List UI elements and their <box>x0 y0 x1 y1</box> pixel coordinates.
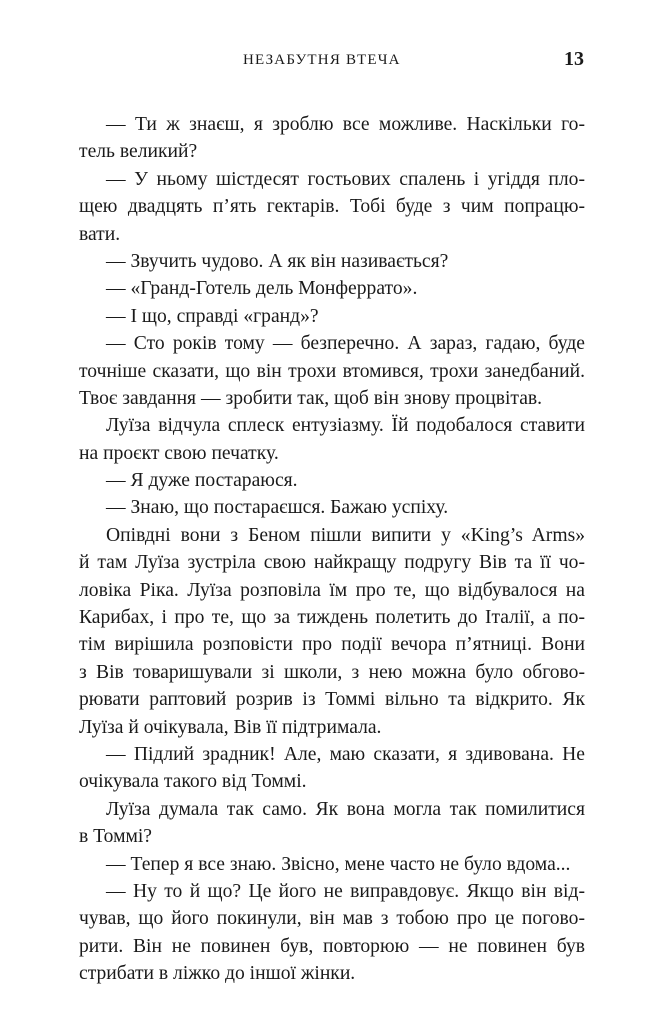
text-line: ловіка Ріка. Луїза розповіла їм про те, що відбувалося на <box>79 579 585 601</box>
text-line: Карибах, і про те, що за тиждень полетить до Італії, а по- <box>79 607 585 629</box>
text-line: чував, що його покинули, він мав з тобою про це погово- <box>79 908 585 930</box>
text-line: тім вирішила розповісти про події вечора п’ятниці. Вони <box>79 634 585 656</box>
text-line: — Ну то й що? Це його не виправдовує. Якщо він від- <box>106 880 585 902</box>
text-line: рювати раптовий розрив із Томмі вільно та відкрито. Як <box>79 689 585 711</box>
text-line: — Я дуже постараюся. <box>106 470 298 492</box>
text-line: вати. <box>79 223 121 245</box>
text-line: — «Гранд-Готель дель Монферрато». <box>106 278 418 300</box>
text-line: рити. Він не повинен був, повторюю — не повинен був <box>79 935 585 957</box>
body-text <box>79 111 585 988</box>
text-line: — Тепер я все знаю. Звісно, мене часто не було вдома... <box>106 853 571 875</box>
text-line: Луїза думала так само. Як вона могла так помилитися <box>106 798 585 820</box>
text-line: — І що, справді «гранд»? <box>106 305 319 327</box>
text-line: Луїза й очікувала, Вів її підтримала. <box>79 716 382 738</box>
text-line: — Ти ж знаєш, я зроблю все можливе. Наскільки го- <box>106 114 585 135</box>
text-line: — Знаю, що постараєшся. Бажаю успіху. <box>106 497 449 519</box>
text-line: з Вів товаришували зі школи, з нею можна було обгово- <box>79 661 585 683</box>
page-number: 13 <box>564 48 584 70</box>
text-line: — Сто років тому — безперечно. А зараз, гадаю, буде <box>106 333 585 355</box>
text-line: очікувала такого від Томмі. <box>79 771 307 793</box>
text-line: на проєкт свою печатку. <box>79 442 279 464</box>
text-line: — Звучить чудово. А як він називається? <box>106 250 449 272</box>
text-line: — У ньому шістдесят гостьових спалень і угіддя пло- <box>106 168 585 190</box>
text-line: Луїза відчула сплеск ентузіазму. Їй подобалося ставити <box>106 415 585 437</box>
text-line: щею двадцять п’ять гектарів. Тобі буде з чим попрацю- <box>79 196 585 218</box>
text-line: стрибати в ліжко до іншої жінки. <box>79 963 356 985</box>
text-line: й там Луїза зустріла свою найкращу подругу Вів та її чо- <box>79 552 585 574</box>
running-head: НЕЗАБУТНЯ ВТЕЧА <box>243 52 401 68</box>
text-line: Опівдні вони з Беном пішли випити у «King’s Arms» <box>106 524 585 546</box>
text-line: тель великий? <box>79 141 198 163</box>
text-line: точніше сказати, що він трохи втомився, трохи занедбаний. <box>79 360 585 382</box>
text-line: — Підлий зрадник! Але, маю сказати, я здивована. Не <box>106 743 585 765</box>
text-line: Твоє завдання — зробити так, щоб він знову процвітав. <box>79 387 543 409</box>
text-line: в Томмі? <box>79 826 153 848</box>
